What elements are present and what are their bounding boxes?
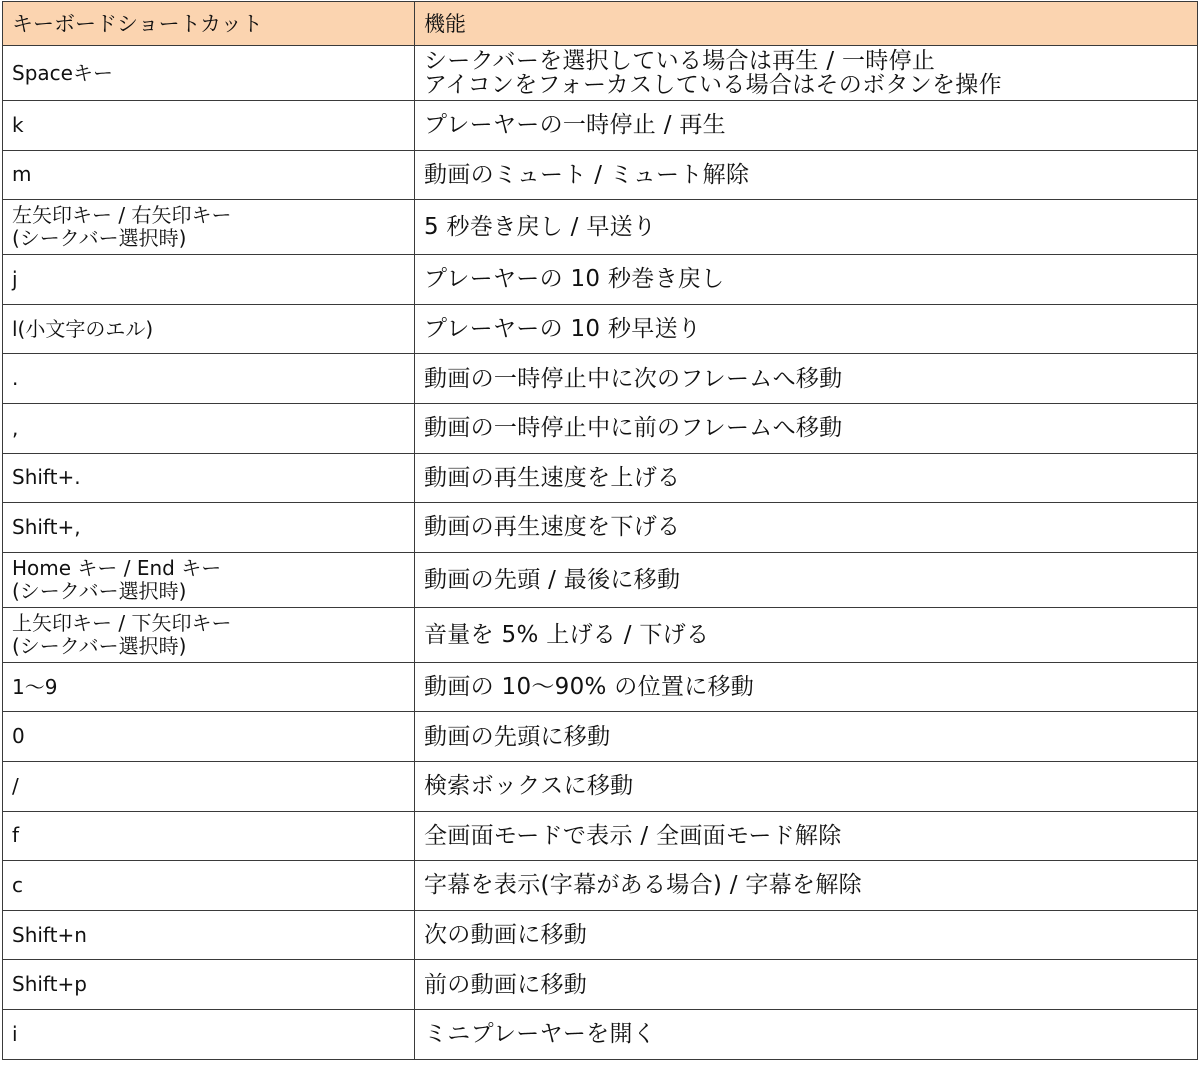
table-row [3, 354, 1198, 404]
table-header [3, 2, 1198, 46]
table-row [3, 960, 1198, 1010]
shortcut-function: プレーヤーの 10 秒巻き戻し [415, 255, 1198, 305]
shortcut-function: シークバーを選択している場合は再生 / 一時停止 アイコンをフォーカスしている場合はそのボタンを操作 [415, 46, 1198, 101]
shortcut-function: 字幕を表示(字幕がある場合) / 字幕を解除 [415, 861, 1198, 911]
shortcut-key: , [3, 403, 415, 453]
header-key: キーボードショートカット [3, 2, 415, 46]
shortcut-function: 音量を 5% 上げる / 下げる [415, 607, 1198, 662]
shortcut-key: k [3, 101, 415, 151]
table-row [3, 255, 1198, 305]
shortcut-key: Shift+. [3, 453, 415, 503]
shortcut-function: 動画のミュート / ミュート解除 [415, 150, 1198, 200]
shortcut-key: Spaceキー [3, 46, 415, 101]
table-row [3, 607, 1198, 662]
shortcut-key: . [3, 354, 415, 404]
table-row [3, 46, 1198, 101]
table-row [3, 150, 1198, 200]
table-row [3, 761, 1198, 811]
shortcut-function: 次の動画に移動 [415, 910, 1198, 960]
shortcut-function: プレーヤーの一時停止 / 再生 [415, 101, 1198, 151]
shortcut-key: Shift+p [3, 960, 415, 1010]
shortcut-function: 検索ボックスに移動 [415, 761, 1198, 811]
shortcut-key: / [3, 761, 415, 811]
shortcut-key: f [3, 811, 415, 861]
table-row [3, 101, 1198, 151]
shortcut-table [2, 1, 1198, 1060]
shortcut-function: 動画の再生速度を下げる [415, 503, 1198, 553]
shortcut-key: 左矢印キー / 右矢印キー (シークバー選択時) [3, 200, 415, 255]
table-row [3, 453, 1198, 503]
shortcut-function: 動画の先頭 / 最後に移動 [415, 552, 1198, 607]
shortcut-function: プレーヤーの 10 秒早送り [415, 304, 1198, 354]
shortcut-key: 1〜9 [3, 662, 415, 712]
header-row [3, 2, 1198, 46]
shortcut-key: Home キー / End キー (シークバー選択時) [3, 552, 415, 607]
shortcut-function: ミニプレーヤーを開く [415, 1009, 1198, 1059]
shortcut-function: 動画の一時停止中に前のフレームへ移動 [415, 403, 1198, 453]
shortcut-key: l(小文字のエル) [3, 304, 415, 354]
table-row [3, 200, 1198, 255]
table-row [3, 811, 1198, 861]
table-row [3, 552, 1198, 607]
shortcut-key: Shift+n [3, 910, 415, 960]
table-row [3, 1009, 1198, 1059]
table-row [3, 304, 1198, 354]
shortcut-key: Shift+, [3, 503, 415, 553]
table-row [3, 503, 1198, 553]
shortcut-key: j [3, 255, 415, 305]
shortcut-function: 動画の一時停止中に次のフレームへ移動 [415, 354, 1198, 404]
shortcut-key: i [3, 1009, 415, 1059]
shortcut-function: 5 秒巻き戻し / 早送り [415, 200, 1198, 255]
table-row [3, 712, 1198, 762]
header-function: 機能 [415, 2, 1198, 46]
shortcut-function: 動画の 10〜90% の位置に移動 [415, 662, 1198, 712]
shortcut-key: 上矢印キー / 下矢印キー (シークバー選択時) [3, 607, 415, 662]
shortcut-function: 前の動画に移動 [415, 960, 1198, 1010]
shortcut-function: 全画面モードで表示 / 全画面モード解除 [415, 811, 1198, 861]
table-row [3, 662, 1198, 712]
table-row [3, 861, 1198, 911]
shortcut-key: 0 [3, 712, 415, 762]
shortcut-function: 動画の先頭に移動 [415, 712, 1198, 762]
table-body [3, 46, 1198, 1060]
table-row [3, 910, 1198, 960]
shortcut-key: c [3, 861, 415, 911]
shortcut-function: 動画の再生速度を上げる [415, 453, 1198, 503]
shortcut-key: m [3, 150, 415, 200]
table-row [3, 403, 1198, 453]
